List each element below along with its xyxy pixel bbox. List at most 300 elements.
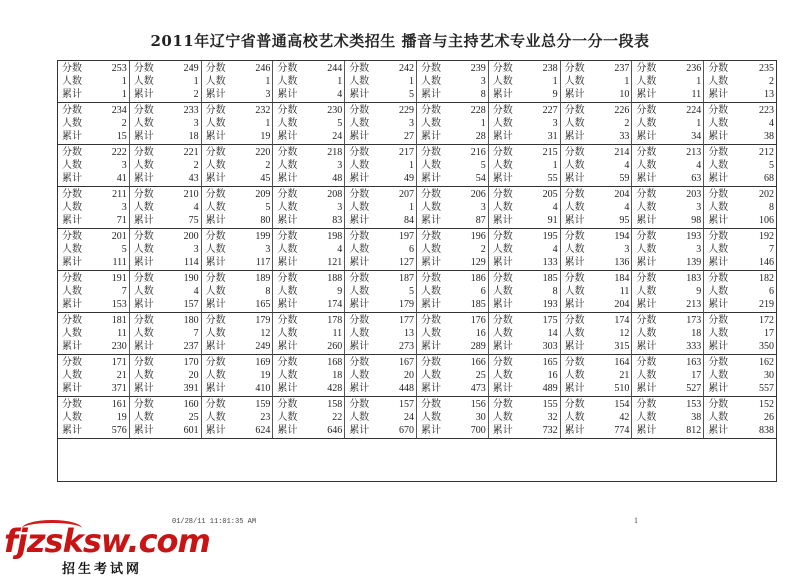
score-label: 分数 (708, 146, 729, 158)
cumulative-line (636, 90, 701, 100)
count-line (708, 77, 774, 87)
count-value: 12 (260, 327, 271, 339)
score-value: 175 (542, 314, 558, 326)
count-value: 8 (769, 201, 774, 213)
score-line (636, 190, 701, 200)
count-line (493, 119, 558, 129)
score-label: 分数 (492, 188, 513, 200)
count-value: 4 (337, 243, 343, 255)
count-value: 4 (193, 201, 199, 213)
score-label: 分数 (62, 398, 82, 410)
count-label: 人数 (62, 243, 82, 255)
count-label: 人数 (564, 243, 585, 255)
count-line (565, 329, 630, 339)
score-cell (632, 61, 704, 103)
count-label: 人数 (492, 243, 513, 255)
score-label: 分数 (492, 146, 513, 158)
score-value: 199 (255, 230, 271, 242)
score-cell (704, 61, 776, 103)
score-cell (417, 61, 489, 103)
count-label: 人数 (708, 159, 729, 171)
score-line (493, 190, 558, 200)
count-value: 4 (696, 159, 702, 171)
score-line (421, 232, 486, 242)
score-value: 253 (111, 62, 127, 74)
cumulative-label: 累计 (708, 172, 729, 184)
score-cell (345, 145, 417, 187)
score-label: 分数 (349, 314, 370, 326)
count-line (206, 329, 271, 339)
count-label: 人数 (277, 75, 298, 87)
score-value: 163 (686, 356, 702, 368)
score-label: 分数 (349, 398, 370, 410)
count-line (565, 413, 630, 423)
score-line (708, 148, 774, 158)
count-label: 人数 (636, 159, 657, 171)
count-label: 人数 (421, 75, 441, 87)
cumulative-label: 累计 (349, 88, 370, 100)
score-value: 244 (327, 62, 343, 74)
cumulative-label: 累计 (421, 424, 441, 436)
score-cell (704, 397, 776, 439)
cumulative-label: 累计 (205, 130, 226, 142)
count-value: 17 (691, 369, 702, 381)
count-value: 5 (121, 243, 127, 255)
score-cell (58, 229, 130, 271)
score-line (708, 316, 774, 326)
score-label: 分数 (349, 356, 370, 368)
cumulative-line (277, 174, 342, 184)
score-label: 分数 (708, 398, 729, 410)
score-line (636, 106, 701, 116)
cumulative-value: 34 (691, 130, 702, 142)
cumulative-value: 27 (404, 130, 414, 142)
score-value: 216 (470, 146, 486, 158)
score-line (493, 106, 558, 116)
cumulative-value: 448 (399, 382, 414, 394)
score-line (565, 316, 630, 326)
count-line (134, 413, 199, 423)
cumulative-value: 98 (691, 214, 702, 226)
score-label: 分数 (62, 62, 82, 74)
score-cell (489, 187, 561, 229)
cumulative-line (421, 384, 486, 394)
cumulative-label: 累计 (133, 130, 154, 142)
score-value: 228 (470, 104, 486, 116)
count-value: 1 (552, 159, 558, 171)
score-cell (58, 61, 130, 103)
cumulative-label: 累计 (62, 256, 82, 268)
count-label: 人数 (277, 117, 298, 129)
cumulative-label: 累计 (277, 298, 298, 310)
count-label: 人数 (636, 327, 657, 339)
score-line (565, 232, 630, 242)
cumulative-value: 71 (116, 214, 127, 226)
cumulative-value: 174 (327, 298, 343, 310)
count-line (206, 413, 271, 423)
count-line (708, 119, 774, 129)
cumulative-label: 累计 (492, 256, 513, 268)
score-line (708, 190, 774, 200)
score-label: 分数 (205, 398, 226, 410)
score-label: 分数 (133, 146, 154, 158)
count-label: 人数 (205, 117, 226, 129)
count-label: 人数 (421, 243, 441, 255)
count-label: 人数 (277, 243, 298, 255)
count-value: 1 (193, 75, 199, 87)
score-line (277, 64, 342, 74)
count-line (206, 371, 271, 381)
score-cell (345, 355, 417, 397)
score-value: 181 (111, 314, 127, 326)
count-label: 人数 (564, 75, 585, 87)
cumulative-line (62, 300, 127, 310)
cumulative-line (134, 426, 199, 436)
count-label: 人数 (492, 75, 513, 87)
count-value: 1 (409, 75, 414, 87)
cumulative-line (206, 342, 271, 352)
score-label: 分数 (564, 188, 585, 200)
score-line (493, 232, 558, 242)
count-line (349, 119, 414, 129)
score-label: 分数 (133, 104, 154, 116)
score-line (277, 190, 342, 200)
score-value: 249 (183, 62, 199, 74)
score-label: 分数 (564, 104, 585, 116)
score-value: 165 (542, 356, 558, 368)
score-line (134, 400, 199, 410)
count-label: 人数 (492, 285, 513, 297)
count-line (565, 203, 630, 213)
score-line (206, 400, 271, 410)
count-value: 4 (552, 201, 558, 213)
count-line (565, 245, 630, 255)
count-label: 人数 (277, 327, 298, 339)
cumulative-line (493, 216, 558, 226)
count-label: 人数 (421, 327, 441, 339)
count-line (421, 119, 486, 129)
cumulative-line (62, 132, 127, 142)
cumulative-label: 累计 (133, 256, 154, 268)
score-label: 分数 (564, 314, 585, 326)
cumulative-label: 累计 (636, 88, 657, 100)
cumulative-value: 260 (327, 340, 343, 352)
score-line (277, 358, 342, 368)
cumulative-label: 累计 (133, 172, 154, 184)
count-label: 人数 (133, 369, 154, 381)
count-line (708, 329, 774, 339)
cumulative-value: 489 (542, 382, 558, 394)
count-value: 6 (480, 285, 486, 297)
count-line (134, 203, 199, 213)
score-value: 229 (399, 104, 414, 116)
score-line (277, 232, 342, 242)
score-cell (130, 313, 202, 355)
score-label: 分数 (492, 356, 513, 368)
count-line (565, 119, 630, 129)
count-line (708, 245, 774, 255)
cumulative-label: 累计 (708, 298, 729, 310)
count-value: 2 (193, 159, 199, 171)
cumulative-line (493, 174, 558, 184)
score-value: 183 (686, 272, 702, 284)
count-label: 人数 (205, 285, 226, 297)
score-cell (202, 397, 274, 439)
score-label: 分数 (708, 356, 729, 368)
score-cell (561, 355, 633, 397)
cumulative-value: 19 (260, 130, 271, 142)
cumulative-label: 累计 (421, 340, 441, 352)
count-label: 人数 (708, 201, 729, 213)
cumulative-value: 249 (255, 340, 271, 352)
score-cell (632, 145, 704, 187)
count-line (708, 371, 774, 381)
count-line (421, 245, 486, 255)
score-value: 222 (111, 146, 127, 158)
cumulative-value: 80 (260, 214, 271, 226)
cumulative-line (708, 342, 774, 352)
score-cell (273, 355, 345, 397)
cumulative-value: 2 (193, 88, 199, 100)
cumulative-line (206, 426, 271, 436)
cumulative-value: 237 (183, 340, 199, 352)
cumulative-value: 204 (614, 298, 630, 310)
score-value: 233 (183, 104, 199, 116)
count-label: 人数 (349, 285, 370, 297)
count-line (565, 161, 630, 171)
cumulative-line (565, 90, 630, 100)
count-line (636, 119, 701, 129)
score-value: 161 (111, 398, 127, 410)
count-value: 9 (696, 285, 702, 297)
score-label: 分数 (492, 104, 513, 116)
score-value: 179 (255, 314, 271, 326)
cumulative-value: 273 (399, 340, 414, 352)
cumulative-label: 累计 (492, 382, 513, 394)
score-label: 分数 (421, 398, 441, 410)
score-value: 197 (399, 230, 414, 242)
score-cell (417, 145, 489, 187)
count-label: 人数 (349, 243, 370, 255)
cumulative-line (277, 426, 342, 436)
count-line (134, 329, 199, 339)
cumulative-line (134, 90, 199, 100)
score-line (421, 190, 486, 200)
cumulative-label: 累计 (133, 88, 154, 100)
cumulative-label: 累计 (62, 298, 82, 310)
score-value: 173 (686, 314, 702, 326)
cumulative-value: 576 (111, 424, 127, 436)
count-line (493, 245, 558, 255)
score-line (134, 64, 199, 74)
count-line (636, 245, 701, 255)
score-value: 178 (327, 314, 343, 326)
score-label: 分数 (277, 62, 298, 74)
count-line (134, 371, 199, 381)
cumulative-label: 累计 (277, 88, 298, 100)
count-value: 2 (624, 117, 630, 129)
score-line (134, 274, 199, 284)
score-label: 分数 (421, 146, 441, 158)
count-label: 人数 (492, 411, 513, 423)
score-value: 193 (686, 230, 702, 242)
count-label: 人数 (421, 117, 441, 129)
score-cell (273, 397, 345, 439)
score-value: 223 (759, 104, 774, 116)
score-cell (130, 271, 202, 313)
cumulative-value: 230 (111, 340, 127, 352)
score-line (421, 358, 486, 368)
cumulative-label: 累计 (564, 172, 585, 184)
score-cell (417, 187, 489, 229)
score-value: 203 (686, 188, 702, 200)
score-label: 分数 (62, 188, 82, 200)
cumulative-line (349, 174, 414, 184)
count-value: 7 (121, 285, 127, 297)
count-label: 人数 (636, 201, 657, 213)
cumulative-line (349, 90, 414, 100)
count-line (206, 161, 271, 171)
score-label: 分数 (277, 146, 298, 158)
score-value: 202 (759, 188, 774, 200)
score-line (349, 400, 414, 410)
count-line (62, 119, 127, 129)
cumulative-value: 646 (327, 424, 343, 436)
score-value: 185 (542, 272, 558, 284)
count-value: 1 (624, 75, 630, 87)
cumulative-value: 193 (542, 298, 558, 310)
score-label: 分数 (564, 356, 585, 368)
cumulative-line (708, 132, 774, 142)
count-label: 人数 (708, 285, 729, 297)
cumulative-line (493, 90, 558, 100)
score-label: 分数 (205, 62, 226, 74)
score-cell (345, 229, 417, 271)
count-line (277, 287, 342, 297)
score-cell (632, 313, 704, 355)
score-line (493, 148, 558, 158)
score-line (636, 64, 701, 74)
cumulative-label: 累计 (349, 424, 370, 436)
cumulative-value: 95 (619, 214, 630, 226)
score-label: 分数 (708, 188, 729, 200)
cumulative-label: 累计 (708, 88, 729, 100)
cumulative-line (62, 384, 127, 394)
score-label: 分数 (421, 230, 441, 242)
count-label: 人数 (492, 117, 513, 129)
score-cell (632, 397, 704, 439)
score-cell (273, 229, 345, 271)
count-value: 5 (337, 117, 343, 129)
cumulative-line (62, 174, 127, 184)
count-label: 人数 (421, 159, 441, 171)
cumulative-value: 3 (265, 88, 271, 100)
score-line (206, 358, 271, 368)
cumulative-line (636, 132, 701, 142)
score-line (565, 190, 630, 200)
cumulative-value: 371 (111, 382, 127, 394)
cumulative-value: 428 (327, 382, 343, 394)
cumulative-line (636, 174, 701, 184)
cumulative-line (349, 342, 414, 352)
cumulative-label: 累计 (133, 424, 154, 436)
score-label: 分数 (421, 314, 441, 326)
cumulative-line (277, 132, 342, 142)
count-line (277, 329, 342, 339)
score-value: 195 (542, 230, 558, 242)
score-label: 分数 (277, 188, 298, 200)
cumulative-label: 累计 (205, 172, 226, 184)
score-cell (704, 313, 776, 355)
score-line (565, 358, 630, 368)
score-cell (202, 229, 274, 271)
cumulative-label: 累计 (636, 130, 657, 142)
count-label: 人数 (133, 75, 154, 87)
count-label: 人数 (636, 117, 657, 129)
score-cell (561, 313, 633, 355)
score-label: 分数 (636, 398, 657, 410)
cumulative-label: 累计 (492, 340, 513, 352)
cumulative-label: 累计 (421, 214, 441, 226)
cumulative-label: 累计 (564, 214, 585, 226)
score-cell (58, 355, 130, 397)
count-line (636, 203, 701, 213)
score-cell (273, 61, 345, 103)
count-value: 32 (547, 411, 558, 423)
count-line (421, 161, 486, 171)
score-line (349, 64, 414, 74)
count-label: 人数 (492, 159, 513, 171)
score-value: 168 (327, 356, 343, 368)
score-label: 分数 (636, 188, 657, 200)
score-cell (489, 397, 561, 439)
score-cell (489, 355, 561, 397)
score-line (565, 148, 630, 158)
cumulative-value: 165 (255, 298, 271, 310)
score-label: 分数 (708, 104, 729, 116)
score-label: 分数 (349, 62, 370, 74)
cumulative-label: 累计 (421, 256, 441, 268)
score-line (349, 316, 414, 326)
cumulative-label: 累计 (205, 382, 226, 394)
cumulative-line (349, 258, 414, 268)
score-line (277, 316, 342, 326)
score-value: 236 (686, 62, 702, 74)
cumulative-label: 累计 (349, 172, 370, 184)
score-cell (58, 271, 130, 313)
cumulative-line (206, 216, 271, 226)
count-value: 3 (409, 117, 414, 129)
cumulative-value: 127 (399, 256, 414, 268)
score-line (277, 106, 342, 116)
cumulative-value: 8 (480, 88, 486, 100)
score-label: 分数 (205, 146, 226, 158)
score-line (277, 400, 342, 410)
count-value: 26 (764, 411, 774, 423)
score-value: 208 (327, 188, 343, 200)
cumulative-label: 累计 (421, 88, 441, 100)
cumulative-line (349, 426, 414, 436)
score-line (349, 358, 414, 368)
score-label: 分数 (421, 104, 441, 116)
count-line (134, 161, 199, 171)
cumulative-value: 1 (121, 88, 127, 100)
cumulative-line (349, 132, 414, 142)
count-value: 1 (552, 75, 558, 87)
cumulative-label: 累计 (636, 340, 657, 352)
score-cell (273, 187, 345, 229)
score-value: 190 (183, 272, 199, 284)
